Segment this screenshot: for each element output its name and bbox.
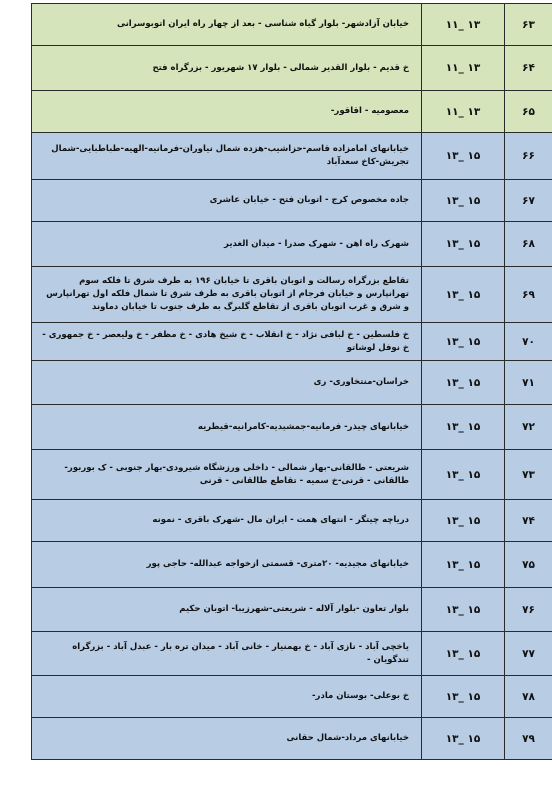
row-number-cell: ۶۹: [505, 267, 552, 323]
area-cell: خیابانهای مجیدیه- ۲۰متری- قسمتی ازخواجه عبدالله- حاجی پور: [32, 542, 422, 588]
row-number-cell: ۶۸: [505, 222, 552, 267]
time-cell: ۱۱_ ۱۳: [422, 46, 505, 91]
row-number-cell: ۷۵: [505, 542, 552, 588]
time-cell: ۱۳_ ۱۵: [422, 676, 505, 718]
time-cell: ۱۳_ ۱۵: [422, 222, 505, 267]
row-number-cell: ۷۶: [505, 588, 552, 632]
table-row: [32, 542, 552, 588]
table-row: [32, 133, 552, 180]
area-cell: بلوار تعاون -بلوار آلاله - شریعتی-شهرزیبا- اتوبان حکیم: [32, 588, 422, 632]
area-cell: معصومیه - اقاقور-: [32, 91, 422, 133]
outage-schedule-table: [31, 3, 552, 760]
area-cell: شهرک راه اهن - شهرک صدرا - میدان الغدیر: [32, 222, 422, 267]
time-cell: ۱۳_ ۱۵: [422, 450, 505, 500]
table-row: [32, 267, 552, 323]
row-number-cell: ۶۳: [505, 4, 552, 46]
time-cell: ۱۳_ ۱۵: [422, 542, 505, 588]
time-cell: ۱۱_ ۱۳: [422, 4, 505, 46]
row-number-cell: ۶۶: [505, 133, 552, 180]
area-cell: خیابانهای امامزاده قاسم-حزاشیب-هزده شمال نیاوران-فرمانیه-الهیه-طباطبایی-شمال تجریش-کاخ سعدآباد: [32, 133, 422, 180]
table-row: [32, 222, 552, 267]
table-row: [32, 323, 552, 361]
area-cell: جاده مخصوص کرج - اتوبان فتح - خیابان عاشری: [32, 180, 422, 222]
row-number-cell: ۷۰: [505, 323, 552, 361]
row-number-cell: ۶۷: [505, 180, 552, 222]
area-cell: خراسان-منتخاوری- ری: [32, 361, 422, 405]
area-cell: خیابانهای چیذر- فرمانیه-جمشیدیه-کامرانیه-قیطریه: [32, 405, 422, 450]
table-row: [32, 361, 552, 405]
row-number-cell: ۷۲: [505, 405, 552, 450]
time-cell: ۱۱_ ۱۳: [422, 91, 505, 133]
table-row: [32, 500, 552, 542]
row-number-cell: ۷۷: [505, 632, 552, 676]
row-number-cell: ۷۴: [505, 500, 552, 542]
table-row: [32, 676, 552, 718]
area-cell: خ بوعلی- بوستان مادر-: [32, 676, 422, 718]
time-cell: ۱۳_ ۱۵: [422, 500, 505, 542]
table-row: [32, 405, 552, 450]
time-cell: ۱۳_ ۱۵: [422, 267, 505, 323]
row-number-cell: ۷۸: [505, 676, 552, 718]
time-cell: ۱۳_ ۱۵: [422, 361, 505, 405]
area-cell: خیابان آزادشهر- بلوار گیاه شناسی - بعد از چهار راه ایران اتوبوسرانی: [32, 4, 422, 46]
time-cell: ۱۳_ ۱۵: [422, 718, 505, 760]
time-cell: ۱۳_ ۱۵: [422, 588, 505, 632]
row-number-cell: ۷۹: [505, 718, 552, 760]
area-cell: شریعتی - طالقانی-بهار شمالی - داخلی ورزشگاه شیرودی-بهار جنوبی - ک بوربور-طالقانی - قرنی-خ سمیه - تقاطع طالقانی - قرنی: [32, 450, 422, 500]
table-body: [32, 4, 552, 760]
row-number-cell: ۷۳: [505, 450, 552, 500]
table-row: [32, 588, 552, 632]
table-row: [32, 180, 552, 222]
time-cell: ۱۳_ ۱۵: [422, 133, 505, 180]
area-cell: تقاطع بزرگراه رسالت و اتوبان باقری تا خیابان ۱۹۶ به طرف شرق تا فلکه سوم تهرانپارس و خیابان فرجام از اتوبان باقری به طرف شرق تا شمال فلکه اول تهرانپارس و شرق و غرب اتوبان باقری از تقاطع گلبرگ به طرف جنوب تا خیابان دماوند: [32, 267, 422, 323]
table-row: [32, 718, 552, 760]
table-row: [32, 632, 552, 676]
time-cell: ۱۳_ ۱۵: [422, 405, 505, 450]
time-cell: ۱۳_ ۱۵: [422, 180, 505, 222]
table-row: [32, 91, 552, 133]
area-cell: دریاچه چیتگر - انتهای همت - ایران مال -شهرک باقری - نمونه: [32, 500, 422, 542]
area-cell: خ قدیم - بلوار القدیر شمالی - بلوار ۱۷ شهریور - بزرگراه فتح: [32, 46, 422, 91]
table-row: [32, 4, 552, 46]
table-row: [32, 46, 552, 91]
area-cell: خیابانهای مرداد-شمال حقانی: [32, 718, 422, 760]
row-number-cell: ۷۱: [505, 361, 552, 405]
time-cell: ۱۳_ ۱۵: [422, 323, 505, 361]
area-cell: خ فلسطین - خ لبافی نژاد - خ انقلاب - خ شیخ هادی - خ مظفر - خ ولیعصر - خ جمهوری - خ نوفل لوشاتو: [32, 323, 422, 361]
row-number-cell: ۶۴: [505, 46, 552, 91]
row-number-cell: ۶۵: [505, 91, 552, 133]
time-cell: ۱۳_ ۱۵: [422, 632, 505, 676]
table-row: [32, 450, 552, 500]
area-cell: یاخچی آباد - نازی آباد - خ بهمنیار - خانی آباد - میدان تره بار - عبدل آباد - بزرگراه تندگویان -: [32, 632, 422, 676]
